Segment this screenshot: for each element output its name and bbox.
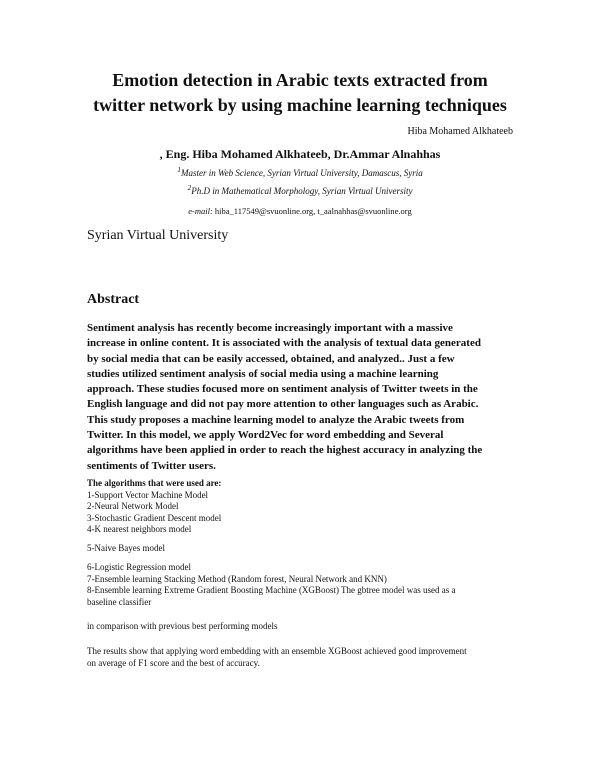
algorithm-item: 5-Naive Bayes model xyxy=(87,543,165,553)
algorithm-item: 7-Ensemble learning Stacking Method (Random forest, Neural Network and KNN) xyxy=(87,573,387,584)
abstract-line: studies utilized sentiment analysis of social media using a machine learning xyxy=(87,367,439,380)
affiliation-1-sup: 1 xyxy=(177,165,182,174)
algorithm-item: baseline classifier xyxy=(87,596,152,607)
algorithms-heading: The algorithms that were used are: xyxy=(87,478,222,488)
abstract-line: Twitter. In this model, we apply Word2Vec for word embedding and Several xyxy=(87,429,444,442)
algorithm-item: 3-Stochastic Gradient Descent model xyxy=(87,512,222,523)
affiliation-1-text: Master in Web Science, Syrian Virtual University, Damascus, Syria xyxy=(181,168,423,178)
abstract-line: English language and did not pay more attention to other languages such as Arabic. xyxy=(87,398,479,411)
algorithm-item: 4-K nearest neighbors model xyxy=(87,524,192,534)
email-line xyxy=(0,206,600,216)
abstract-line: algorithms have been applied in order to reach the highest accuracy in analyzing the xyxy=(87,444,483,457)
email-label: e-mail: xyxy=(188,206,213,216)
affiliation-1 xyxy=(0,165,600,178)
abstract-line: by social media that can be easily accessed, obtained, and analyzed.. Just a few xyxy=(87,352,455,365)
abstract-line: Sentiment analysis has recently become increasingly important with a massive xyxy=(87,322,453,334)
abstract-line: sentiments of Twitter users. xyxy=(87,459,216,472)
affiliation-2-text: Ph.D in Mathematical Morphology, Syrian Virtual University xyxy=(191,186,413,196)
authors-line: , Eng. Hiba Mohamed Alkhateeb, Dr.Ammar Alnahhas xyxy=(159,147,441,161)
abstract-line: increase in online content. It is associated with the analysis of textual data generated xyxy=(87,337,481,350)
algorithm-item: 6-Logistic Regression model xyxy=(87,562,191,572)
algorithms-list-1 xyxy=(87,478,221,536)
results-text xyxy=(87,646,467,669)
title-line-1: Emotion detection in Arabic texts extracted from xyxy=(112,70,488,90)
paper-title xyxy=(0,68,600,118)
algorithm-item: 8-Ensemble learning Extreme Gradient Boosting Machine (XGBoost) The gbtree model was used as a xyxy=(87,585,456,595)
affiliation-2-sup: 2 xyxy=(187,183,192,192)
abstract-line: This study proposes a machine learning model to analyze the Arabic tweets from xyxy=(87,413,465,426)
results-line: on average of F1 score and the best of accuracy. xyxy=(87,657,260,668)
algorithm-item: 1-Support Vector Machine Model xyxy=(87,489,209,500)
abstract-line: approach. These studies focused more on sentiment analysis of Twitter tweets in the xyxy=(87,383,478,396)
university-name: Syrian Virtual University xyxy=(87,228,229,243)
affiliation-2 xyxy=(0,183,600,196)
abstract-text xyxy=(87,321,517,474)
algorithms-list-2 xyxy=(87,562,456,608)
abstract-heading: Abstract xyxy=(87,292,140,307)
results-line: The results show that applying word embedding with an ensemble XGBoost achieved good improvement xyxy=(87,646,467,656)
comparison-text: in comparison with previous best performing models xyxy=(87,621,278,631)
title-line-2: twitter network by using machine learning techniques xyxy=(93,95,507,115)
author-name-right: Hiba Mohamed Alkhateeb xyxy=(407,126,513,137)
algorithm-item: 2-Neural Network Model xyxy=(87,501,179,511)
email-value: hiba_117549@svuonline.org, t_aalnahhas@svuonline.org xyxy=(212,206,412,216)
